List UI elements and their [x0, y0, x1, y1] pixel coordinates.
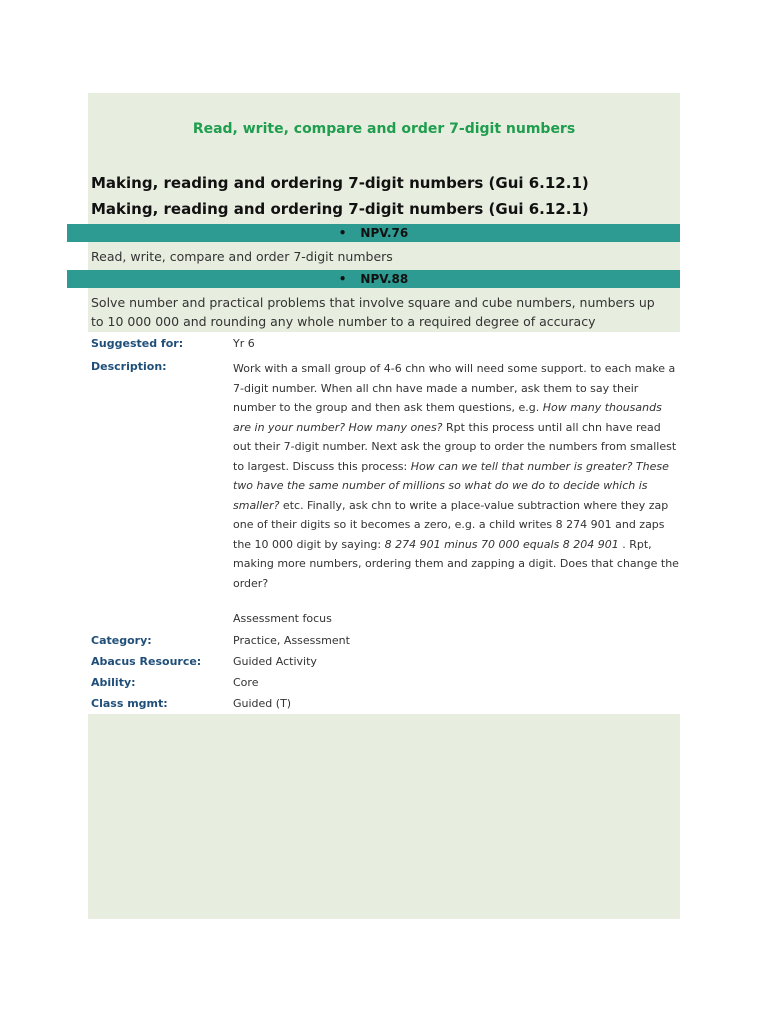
- suggested-for-label: Suggested for:: [91, 337, 184, 350]
- description-part-1: Work with a small group of 4-6 chn who will need some support. to each make a 7-digit number. When all chn have made a number, ask them to say their number to the group and then ask them questions, e.g.: [233, 362, 676, 414]
- class-mgmt-label: Class mgmt:: [91, 697, 168, 710]
- objective-band-npv76: [67, 224, 680, 242]
- bullet-icon: •: [338, 226, 347, 240]
- objective-text-line1: Solve number and practical problems that involve square and cube numbers, numbers up: [91, 295, 655, 310]
- class-mgmt-value: Guided (T): [233, 697, 292, 710]
- description-part-4: . Rpt, making more numbers, ordering them and zapping a digit. Does that change the order?: [233, 537, 679, 590]
- description-label: Description:: [91, 360, 167, 373]
- objective-code: NPV.88: [360, 272, 409, 286]
- assessment-focus: Assessment focus: [233, 612, 332, 625]
- ability-label: Ability:: [91, 676, 136, 689]
- page-title: Read, write, compare and order 7-digit numbers: [192, 121, 576, 137]
- objective-code: NPV.76: [360, 226, 409, 240]
- description-part-2: Rpt this process until all chn have read out their 7-digit number. Next ask the group to order the numbers from smallest to largest. Discuss this process:: [233, 420, 677, 473]
- abacus-resource-value: Guided Activity: [233, 655, 317, 668]
- description-question-2: How can we tell that number is greater? These two have the same number of millions so what do we do to decide which is smaller?: [233, 459, 669, 512]
- abacus-resource-label: Abacus Resource:: [91, 655, 202, 668]
- bullet-icon: •: [338, 272, 347, 286]
- category-label: Category:: [91, 634, 152, 647]
- objective-text: Read, write, compare and order 7-digit numbers: [91, 249, 393, 264]
- description-example: 8 274 901 minus 70 000 equals 8 204 901: [384, 537, 619, 551]
- category-value: Practice, Assessment: [233, 634, 350, 647]
- activity-title: Making, reading and ordering 7-digit numbers (Gui 6.12.1): [91, 174, 589, 192]
- ability-value: Core: [233, 676, 259, 689]
- objective-text-line2: to 10 000 000 and rounding any whole number to a required degree of accuracy: [91, 314, 596, 329]
- description-question-1: How many thousands are in your number? How many ones?: [233, 401, 662, 434]
- activity-title-repeat: Making, reading and ordering 7-digit numbers (Gui 6.12.1): [91, 200, 589, 218]
- suggested-for-value: Yr 6: [233, 337, 255, 350]
- description-part-3: etc. Finally, ask chn to write a place-value subtraction where they zap one of their digits so it becomes a zero, e.g. a child writes 8 274 901 and zaps the 10 000 digit by saying:: [233, 498, 669, 551]
- description-text: [233, 359, 681, 593]
- objective-band-npv88: [67, 270, 680, 288]
